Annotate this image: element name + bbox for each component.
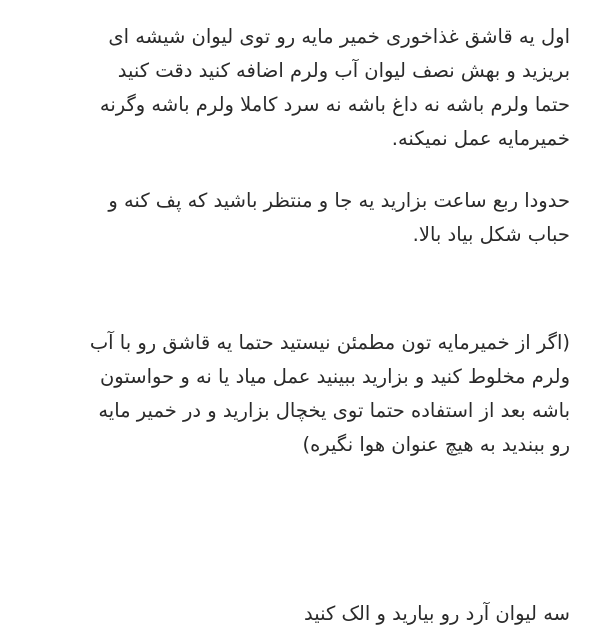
text-line: اول یه قاشق غذاخوری خمیر مایه رو توی لیوان شیشه ای: [108, 25, 570, 48]
text-line: حتما ولرم باشه نه داغ باشه نه سرد کاملا ولرم باشه وگرنه: [99, 93, 570, 116]
paragraph-wait-rise: [25, 184, 570, 252]
paragraph-yeast-activation: [25, 20, 570, 156]
text-line: ولرم مخلوط کنید و بزارید ببینید عمل میاد یا نه و حواستون: [99, 365, 570, 388]
paragraph-sift-flour: [25, 597, 570, 631]
paragraph-yeast-note: [25, 326, 570, 462]
text-line: بریزید و بهش نصف لیوان آب ولرم اضافه کنید دقت کنید: [117, 59, 570, 82]
text-line: رو ببندید به هیچ عنوان هوا نگیره): [302, 433, 570, 456]
text-line: باشه بعد از استفاده حتما توی یخچال بزارید و در خمیر مایه: [98, 399, 570, 422]
text-line: خمیرمایه عمل نمیکنه.: [391, 127, 570, 150]
text-line: (اگر از خمیرمایه تون مطمئن نیستید حتما یه قاشق رو با آب: [89, 331, 570, 354]
text-line: حدودا ربع ساعت بزارید یه جا و منتظر باشید که پف کنه و: [108, 189, 570, 212]
text-line: سه لیوان آرد رو بیارید و الک کنید: [303, 602, 570, 625]
text-line: حباب شکل بیاد بالا.: [412, 223, 570, 246]
